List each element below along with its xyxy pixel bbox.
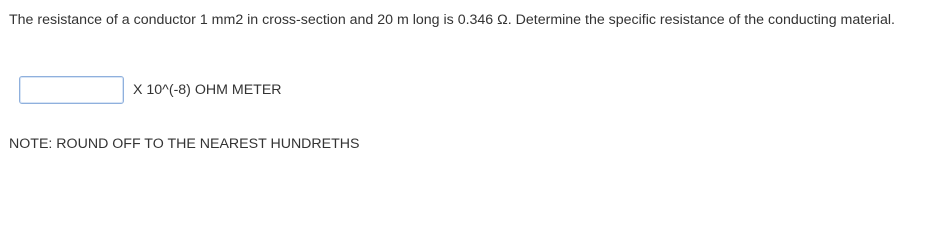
unit-label: X 10^(-8) OHM METER [133, 82, 282, 98]
answer-row [19, 76, 282, 104]
question-text: The resistance of a conductor 1 mm2 in cross-section and 20 m long is 0.346 Ω. Determine the specific resistance of the conducting material. [9, 12, 895, 28]
rounding-note: NOTE: ROUND OFF TO THE NEAREST HUNDRETHS [9, 136, 360, 152]
answer-input[interactable] [19, 76, 124, 104]
